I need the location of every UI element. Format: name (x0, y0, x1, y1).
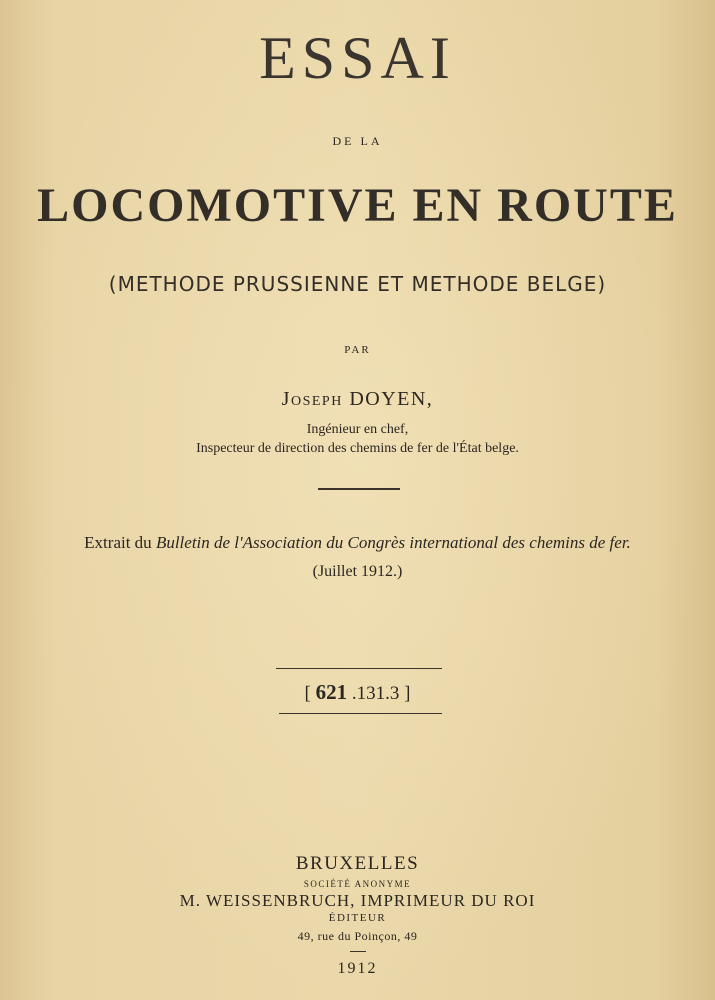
title-connector: DE LA (332, 134, 383, 148)
classification-bottom-rule (279, 713, 442, 714)
classification-top-rule (276, 668, 442, 669)
publication-year: 1912 (337, 960, 378, 977)
book-title: ESSAI (259, 25, 456, 91)
printer-name: M. WEISSENBRUCH, IMPRIMEUR DU ROI (179, 891, 536, 910)
author-first-name: Joseph (281, 388, 343, 410)
book-subtitle: (METHODE PRUSSIENNE ET METHODE BELGE) (108, 272, 607, 296)
classification-main: 621 (315, 680, 348, 704)
journal-name: Bulletin de l'Association du Congrès international des chemins de fer. (155, 533, 631, 552)
year-rule (350, 951, 366, 952)
author-role: Ingénieur en chef, (306, 422, 409, 437)
extract-prefix: Extrait du (84, 533, 152, 552)
company-type: SOCIÉTÉ ANONYME (303, 879, 412, 889)
author-last-name: DOYEN, (349, 388, 434, 410)
publisher-city: BRUXELLES (295, 853, 420, 874)
divider-rule (318, 488, 400, 490)
classification-rest: .131.3 (351, 683, 400, 704)
classification-number (0, 680, 715, 705)
publisher-address: 49, rue du Poinçon, 49 (297, 929, 418, 943)
publisher-role: ÉDITEUR (328, 912, 387, 924)
extract-note (0, 533, 715, 553)
extract-date: (Juillet 1912.) (312, 563, 403, 580)
by-label: PAR (344, 344, 371, 356)
author-name (0, 388, 715, 411)
book-subject: LOCOMOTIVE EN ROUTE (37, 179, 678, 232)
bracket-open: [ (304, 683, 311, 704)
bracket-close: ] (404, 683, 411, 704)
author-position: Inspecteur de direction des chemins de fer de l'État belge. (196, 441, 519, 456)
